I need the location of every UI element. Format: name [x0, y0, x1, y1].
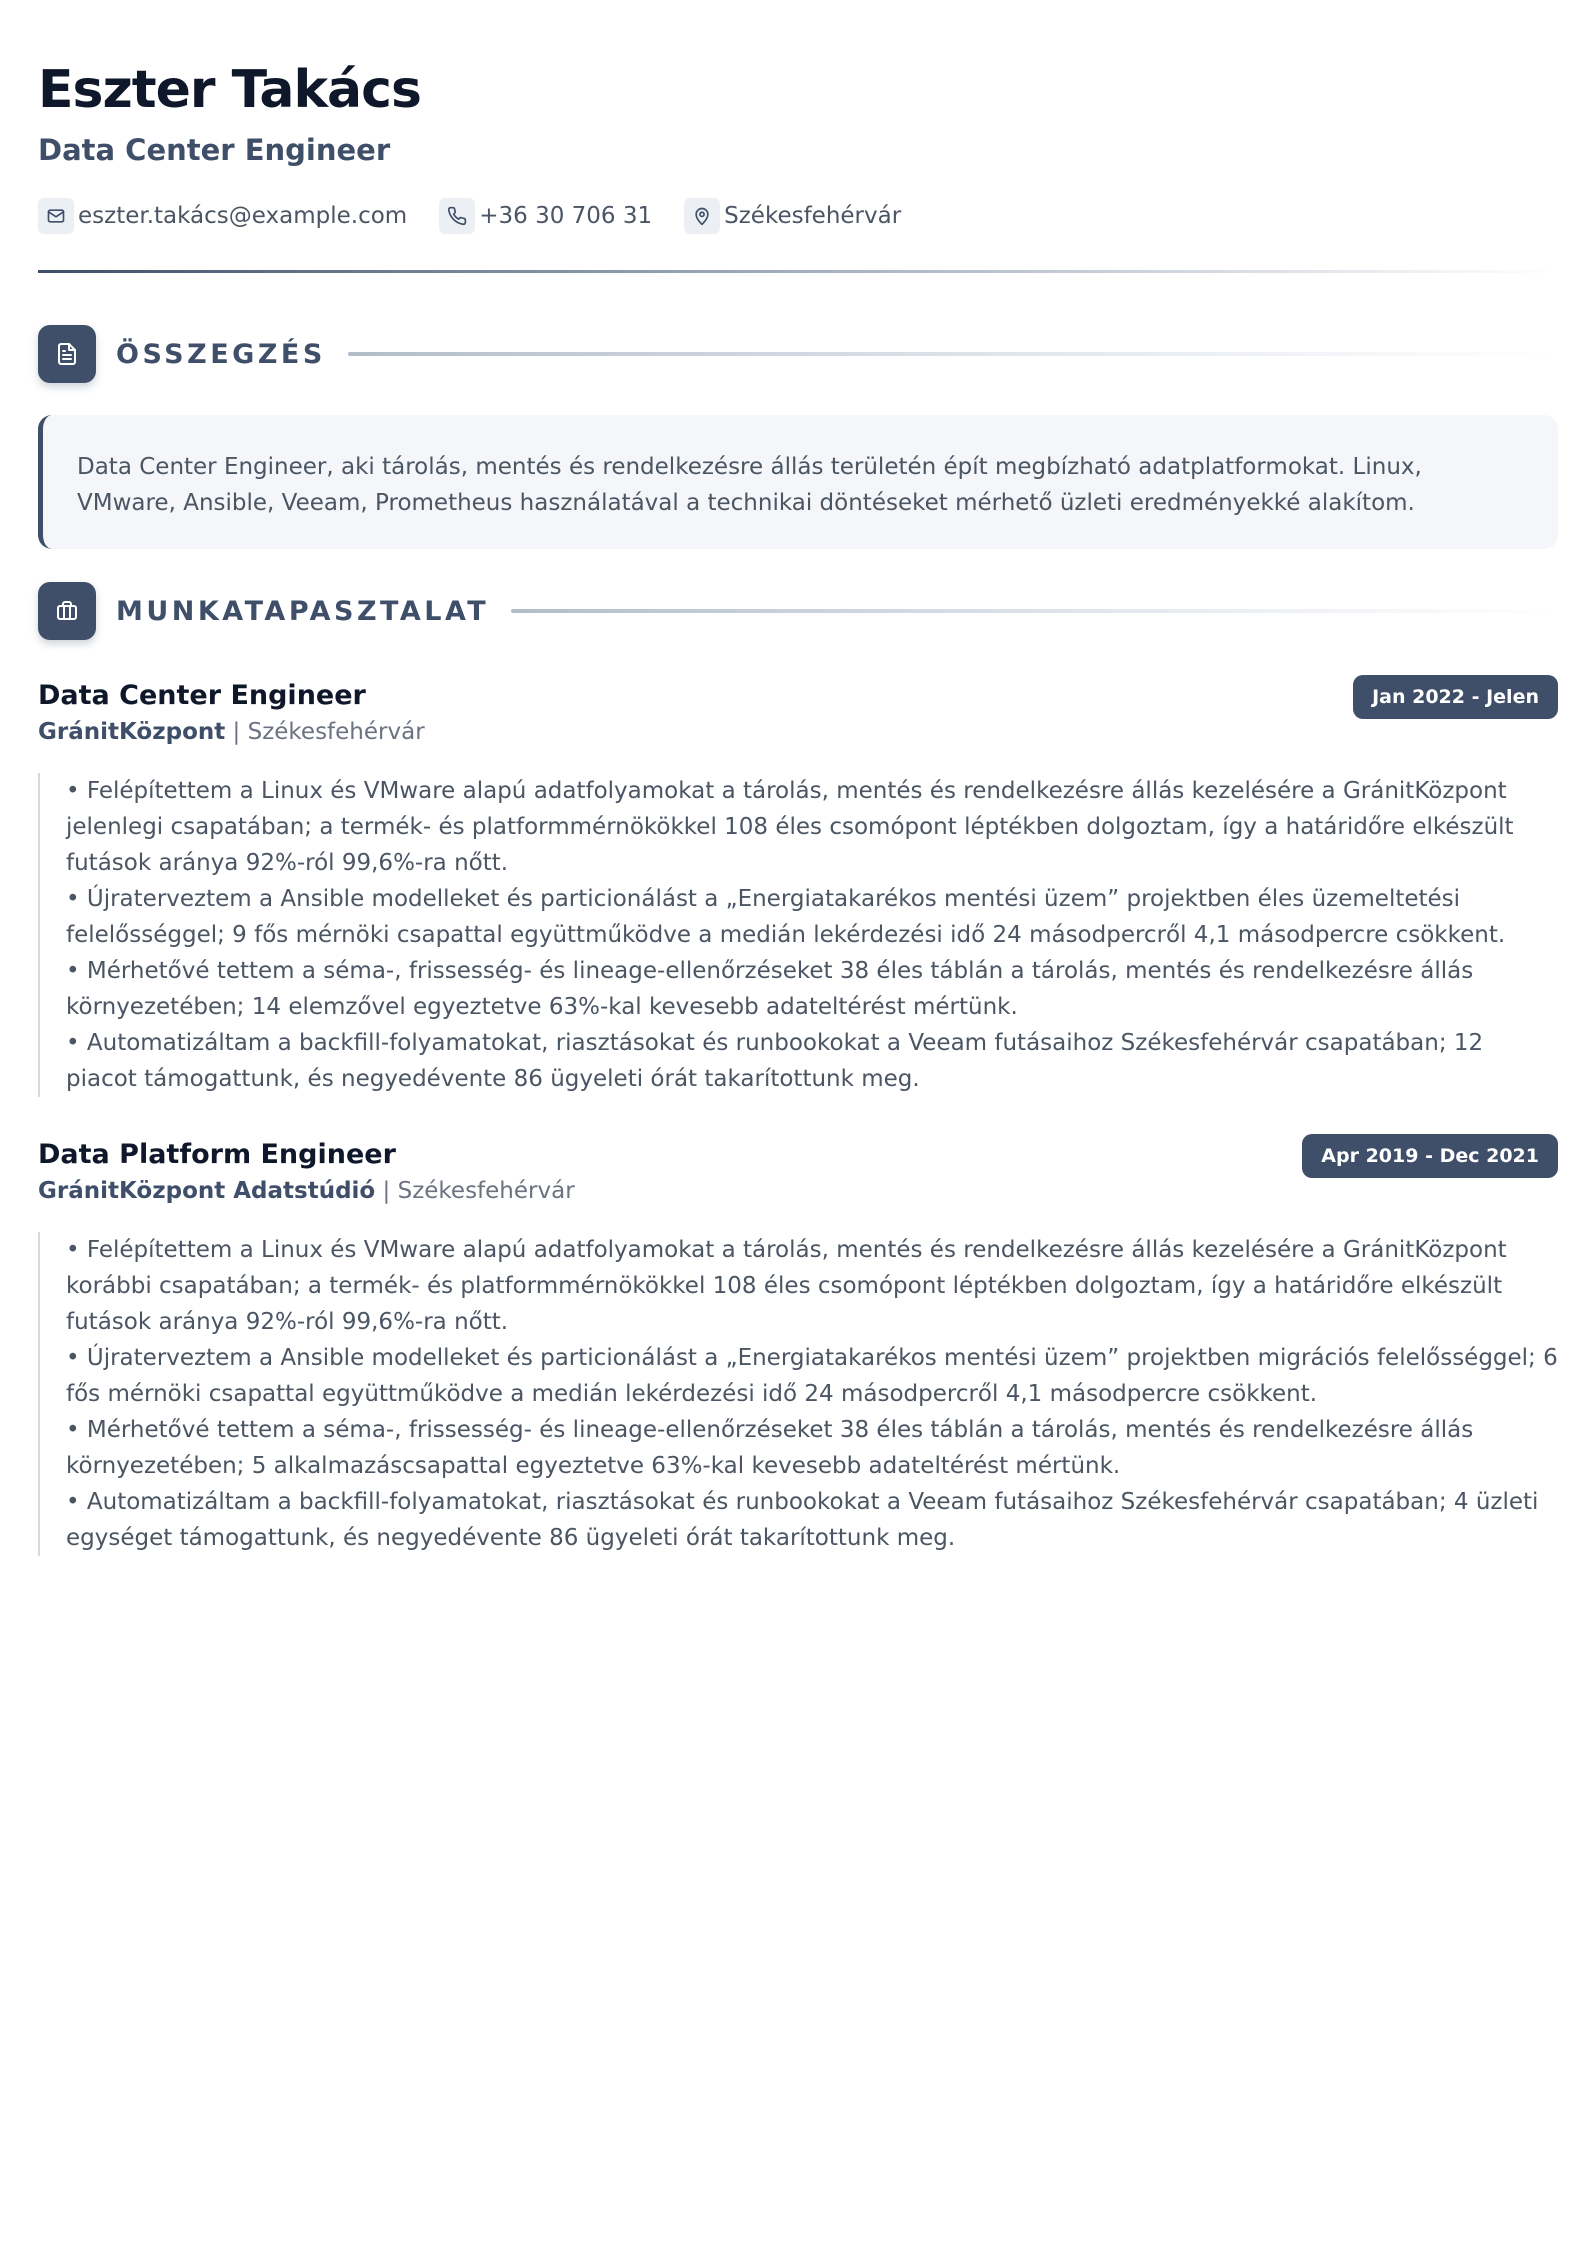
job-bullet: • Automatizáltam a backfill-folyamatokat, riasztásokat és runbookokat a Veeam futásaihoz Székesfehérvár csapatában; 4 üzleti egységet támogattunk, és negyedévente 86 ügyeleti órát takarítottunk meg. [66, 1489, 1539, 1551]
job-location: | Székesfehérvár [225, 719, 425, 745]
mail-icon [38, 198, 74, 234]
header-divider [38, 270, 1558, 273]
job-bullet: • Újraterveztem a Ansible modelleket és particionálást a „Energiatakarékos mentési üzem” projektben éles üzemeltetési felelősséggel; 9 fős mérnöki csapattal együttműködve a medián lekérdezési idő 24 másodpercről 4,1 másodpercre csökkent. [66, 886, 1506, 948]
summary-text: Data Center Engineer, aki tárolás, mentés és rendelkezésre állás területén épít megbízható adatplatformokat. Linux, VMware, Ansible, Veeam, Prometheus használatával a technikai döntéseket mérhető üzleti eredményekké alakítom. [38, 415, 1558, 549]
email-text: eszter.takács@example.com [78, 203, 408, 229]
briefcase-icon [38, 582, 96, 640]
job-location: | Székesfehérvár [375, 1178, 575, 1204]
job-bullet: • Mérhetővé tettem a séma-, frissesség- és lineage-ellenőrzéseket 38 éles táblán a tárolás, mentés és rendelkezésre állás környezetében; 14 elemzővel egyeztetve 63%-kal kevesebb adateltérést mértünk. [66, 958, 1474, 1020]
summary-section-header [38, 325, 1558, 383]
document-icon [38, 325, 96, 383]
company-name: GránitKözpont [38, 719, 226, 745]
candidate-name: Eszter Takács [38, 60, 421, 120]
job-date-badge: Apr 2019 - Dec 2021 [1302, 1134, 1558, 1178]
job-bullet: • Felépítettem a Linux és VMware alapú adatfolyamokat a tárolás, mentés és rendelkezésre állás kezelésére a GránitKözpont jelenlegi csapatában; a termék- és platformmérnökökkel 108 éles csomópont léptékben dolgoztam, így a határidőre elkészült futások aránya 92%-ról 99,6%-ra nőtt. [66, 778, 1514, 876]
company-name: GránitKözpont Adatstúdió [38, 1178, 376, 1204]
job-bullets [38, 1232, 1558, 1556]
contact-row [38, 197, 933, 235]
job-bullet: • Felépítettem a Linux és VMware alapú adatfolyamokat a tárolás, mentés és rendelkezésre állás kezelésére a GránitKözpont korábbi csapatában; a termék- és platformmérnökökkel 108 éles csomópont léptékben dolgoztam, így a határidőre elkészült futások aránya 92%-ról 99,6%-ra nőtt. [66, 1237, 1507, 1335]
job-bullets [38, 773, 1558, 1097]
contact-phone[interactable] [439, 198, 652, 234]
job-bullet: • Mérhetővé tettem a séma-, frissesség- és lineage-ellenőrzéseket 38 éles táblán a tárolás, mentés és rendelkezésre állás környezetében; 5 alkalmazáscsapattal egyeztetve 63%-kal kevesebb adateltérést mértünk. [66, 1417, 1474, 1479]
job-date-badge: Jan 2022 - Jelen [1353, 675, 1558, 719]
job-title: Data Center Engineer [38, 680, 366, 711]
job-company-line [38, 1174, 575, 1208]
experience-section-rule [511, 609, 1558, 613]
job-bullet: • Automatizáltam a backfill-folyamatokat, riasztásokat és runbookokat a Veeam futásaihoz Székesfehérvár csapatában; 12 piacot támogattunk, és negyedévente 86 ügyeleti órát takarítottunk meg. [66, 1030, 1484, 1092]
job-company-line [38, 715, 425, 749]
experience-section-title: MUNKATAPASZTALAT [116, 595, 490, 627]
contact-email[interactable] [38, 198, 407, 234]
candidate-title: Data Center Engineer [38, 133, 391, 167]
job-bullet: • Újraterveztem a Ansible modelleket és particionálást a „Energiatakarékos mentési üzem” projektben migrációs felelősséggel; 6 fős mérnöki csapattal együttműködve a medián lekérdezési idő 24 másodpercről 4,1 másodpercre csökkent. [66, 1345, 1558, 1407]
summary-section-rule [348, 352, 1558, 356]
experience-section-header [38, 582, 1558, 640]
phone-icon [439, 198, 475, 234]
location-text: Székesfehérvár [724, 203, 902, 229]
contact-location [684, 198, 901, 234]
summary-section-title: ÖSSZEGZÉS [116, 338, 326, 370]
job-title: Data Platform Engineer [38, 1139, 396, 1170]
phone-text: +36 30 706 31 [479, 203, 653, 229]
location-pin-icon [684, 198, 720, 234]
